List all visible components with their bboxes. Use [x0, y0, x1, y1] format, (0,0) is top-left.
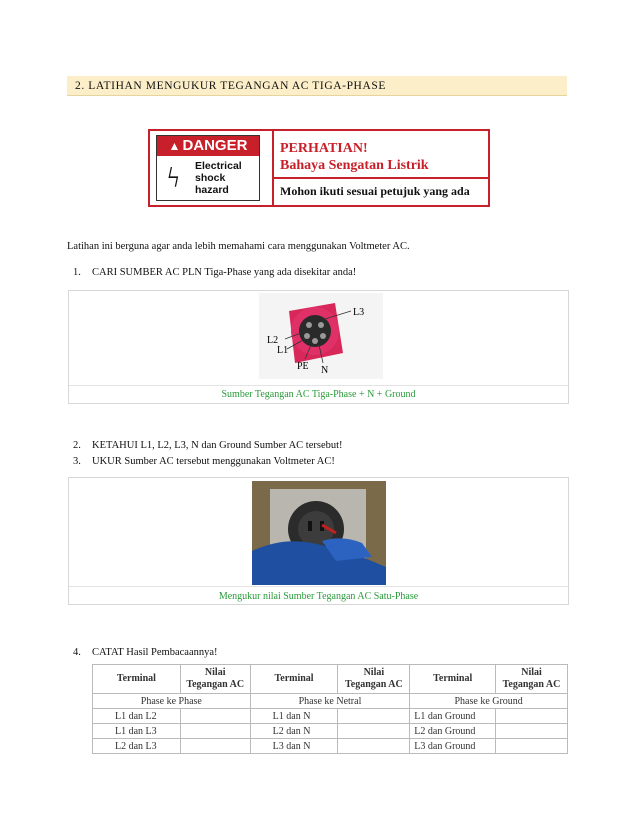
figure-caption: Mengukur nilai Sumber Tegangan AC Satu-Phase	[218, 591, 419, 602]
three-phase-socket-image	[259, 293, 383, 379]
table-cell: L1 dan L3	[93, 724, 181, 739]
group-phase-ground: Phase ke Ground	[410, 694, 568, 709]
value-cell[interactable]	[496, 724, 568, 739]
value-cell[interactable]	[338, 724, 410, 739]
danger-desc-line: shock	[195, 172, 226, 184]
table-cell: L2 dan Ground	[410, 724, 496, 739]
table-cell: L1 dan Ground	[410, 709, 496, 724]
danger-description	[195, 160, 242, 196]
group-phase-phase: Phase ke Phase	[93, 694, 251, 709]
danger-desc-line: hazard	[195, 184, 229, 196]
value-cell[interactable]	[496, 739, 568, 754]
danger-warning-banner	[148, 129, 490, 207]
step-number: 2.	[73, 440, 81, 451]
danger-desc-line: Electrical	[195, 160, 242, 172]
value-cell[interactable]	[496, 709, 568, 724]
table-cell: L3 dan Ground	[410, 739, 496, 754]
lightning-icon: ϟ	[167, 163, 180, 194]
label-l1: L1	[277, 345, 289, 356]
figure-measuring-voltage	[68, 477, 569, 605]
table-header: Nilai Tegangan AC	[496, 665, 568, 694]
step-number: 4.	[73, 647, 81, 658]
table-header: Terminal	[93, 665, 181, 694]
warning-note: Mohon ikuti sesuai petujuk yang ada	[280, 184, 470, 198]
table-row	[93, 724, 568, 739]
value-cell[interactable]	[180, 739, 250, 754]
table-group-row	[93, 694, 568, 709]
label-n: N	[321, 365, 329, 376]
intro-text: Latihan ini berguna agar anda lebih memahami cara menggunakan Voltmeter AC.	[67, 241, 410, 252]
table-header: Terminal	[410, 665, 496, 694]
table-cell: L2 dan L3	[93, 739, 181, 754]
table-header: Terminal	[250, 665, 338, 694]
step-text: UKUR Sumber AC tersebut menggunakan Voltmeter AC!	[92, 456, 335, 467]
warning-title: PERHATIAN!	[280, 141, 368, 156]
table-header-row	[93, 665, 568, 694]
results-table	[92, 664, 568, 754]
danger-divider	[272, 131, 274, 205]
label-l3: L3	[353, 307, 365, 318]
step-text: KETAHUI L1, L2, L3, N dan Ground Sumber AC tersebut!	[92, 440, 343, 451]
step-number: 3.	[73, 456, 81, 467]
figure-three-phase-socket	[68, 290, 569, 404]
table-cell: L2 dan N	[250, 724, 338, 739]
measuring-voltage-photo	[252, 481, 386, 585]
value-cell[interactable]	[338, 739, 410, 754]
table-cell: L1 dan L2	[93, 709, 181, 724]
step-number: 1.	[73, 267, 81, 278]
step-text: CARI SUMBER AC PLN Tiga-Phase yang ada disekitar anda!	[92, 267, 357, 278]
step-text: CATAT Hasil Pembacaannya!	[92, 647, 218, 658]
value-cell[interactable]	[338, 709, 410, 724]
danger-label	[157, 136, 259, 156]
label-pe: PE	[297, 361, 309, 372]
danger-label-text: DANGER	[182, 137, 248, 154]
table-header: Nilai Tegangan AC	[338, 665, 410, 694]
label-l2: L2	[267, 335, 279, 346]
figure-caption: Sumber Tegangan AC Tiga-Phase + N + Ground	[221, 389, 416, 400]
table-cell: L1 dan N	[250, 709, 338, 724]
table-header: Nilai Tegangan AC	[180, 665, 250, 694]
table-cell: L3 dan N	[250, 739, 338, 754]
value-cell[interactable]	[180, 709, 250, 724]
value-cell[interactable]	[180, 724, 250, 739]
warning-subtitle: Bahaya Sengatan Listrik	[280, 158, 429, 173]
group-phase-netral: Phase ke Netral	[250, 694, 410, 709]
section-title: 2. LATIHAN MENGUKUR TEGANGAN AC TIGA-PHASE	[67, 76, 567, 96]
warning-divider	[274, 177, 488, 179]
table-row	[93, 709, 568, 724]
danger-sign	[156, 135, 260, 201]
table-row	[93, 739, 568, 754]
warning-triangle-icon: ▲	[168, 139, 181, 153]
